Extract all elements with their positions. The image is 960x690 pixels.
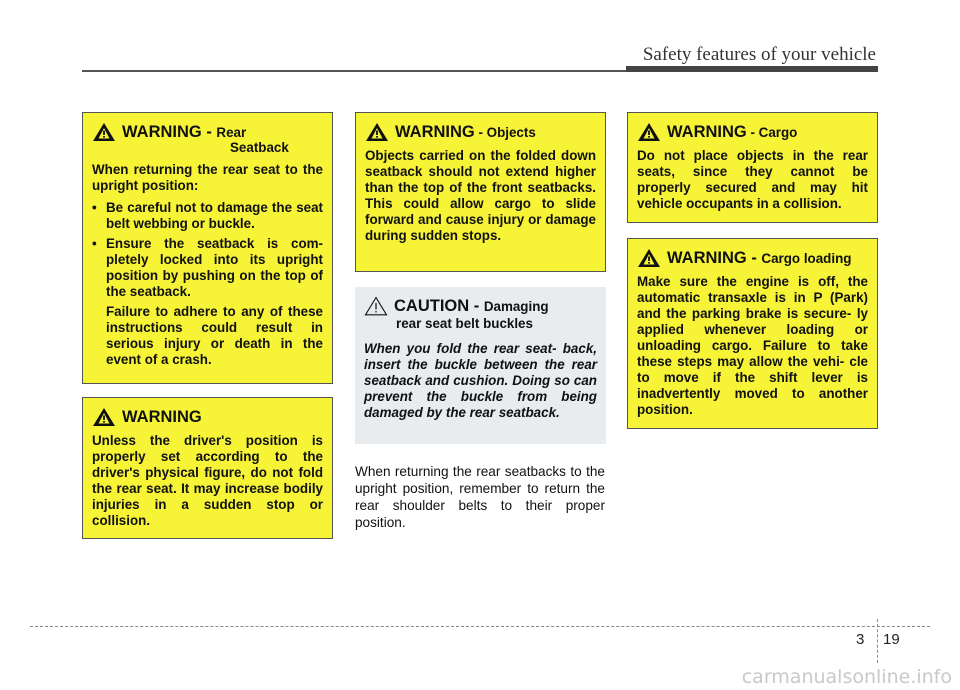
- page-header-title: Safety features of your vehicle: [642, 44, 876, 65]
- watermark: carmanualsonline.info: [741, 666, 952, 688]
- warning-header: [637, 249, 868, 268]
- warning-title: WARNING: [667, 123, 747, 141]
- warning-title: WARNING -: [122, 123, 217, 141]
- warning-triangle-icon: [637, 248, 661, 268]
- rear-seatback-paragraph: When returning the rear seatbacks to the upright position, remember to return the rear shoulder belts to their proper position.: [355, 464, 605, 530]
- warning-title: WARNING: [122, 408, 202, 426]
- warning-header: [365, 123, 596, 142]
- caution-body: When you fold the rear seat- back, insert the buckle between the rear seatback and cushion. Doing so can prevent the buckle from being damaged by the rear seatback.: [364, 341, 597, 420]
- warning-triangle-icon: [92, 407, 116, 427]
- warning-cargo-box: [627, 112, 878, 223]
- warning-fold-rear-seat-box: [82, 397, 333, 539]
- warning-cargo-loading-box: [627, 238, 878, 429]
- warning-bullet-2-extra: Failure to adhere to any of these instructions could result in serious injury or death in the event of a crash.: [106, 304, 323, 367]
- caution-seat-belt-buckles-box: [355, 287, 606, 444]
- caution-header: [364, 297, 597, 316]
- warning-subtitle: - Cargo: [746, 125, 798, 140]
- warning-subtitle-part1: Rear: [216, 125, 247, 140]
- warning-subtitle-part2: Seatback: [230, 140, 289, 155]
- footer-rule: [30, 626, 930, 627]
- warning-rear-seatback-box: [82, 112, 333, 384]
- warning-triangle-icon: [92, 122, 116, 142]
- caution-triangle-icon: [364, 296, 388, 316]
- caution-subtitle-part1: Damaging: [483, 299, 549, 314]
- warning-triangle-icon: [637, 122, 661, 142]
- warning-subtitle: - Objects: [474, 125, 536, 140]
- page-number: 19: [883, 631, 900, 648]
- warning-bullet-list: [92, 200, 323, 300]
- warning-objects-box: [355, 112, 606, 272]
- warning-bullet-2: • Ensure the seatback is com- pletely locked into its upright position by pushing on the top of the seatback.: [92, 236, 323, 300]
- section-number: 3: [856, 631, 865, 648]
- caution-subtitle-part2: rear seat belt buckles: [396, 316, 533, 331]
- header-rule-accent: [626, 66, 878, 72]
- warning-body: Do not place objects in the rear seats, since they cannot be properly secured and may hit vehicle occupants in a collision.: [637, 148, 868, 211]
- warning-header: [92, 408, 323, 427]
- warning-title: WARNING -: [667, 249, 762, 267]
- warning-subtitle: Cargo loading: [761, 251, 852, 266]
- warning-body: Unless the driver's position is properly set according to the driver's physical figure, do not fold the rear seat. It may increase bodily injuries in a sudden stop or collision.: [92, 433, 323, 528]
- warning-body: Objects carried on the folded down seatback should not extend higher than the top of the front seatbacks. This could allow cargo to slide forward and cause injury or damage during sudden stops.: [365, 148, 596, 243]
- warning-bullet-1: • Be careful not to damage the seat belt webbing or buckle.: [92, 200, 323, 232]
- warning-triangle-icon: [365, 122, 389, 142]
- caution-title: CAUTION -: [394, 297, 484, 315]
- warning-title: WARNING: [395, 123, 475, 141]
- warning-intro: When returning the rear seat to the upright position:: [92, 162, 323, 193]
- warning-body: Make sure the engine is off, the automatic transaxle is in P (Park) and the parking brake is secure- ly applied whenever loading or unloading cargo. Failure to take these steps may allow the vehi- cle to move if the shift lever is inadvertently moved to another position.: [637, 274, 868, 417]
- warning-header: [637, 123, 868, 142]
- footer-divider: [877, 619, 878, 663]
